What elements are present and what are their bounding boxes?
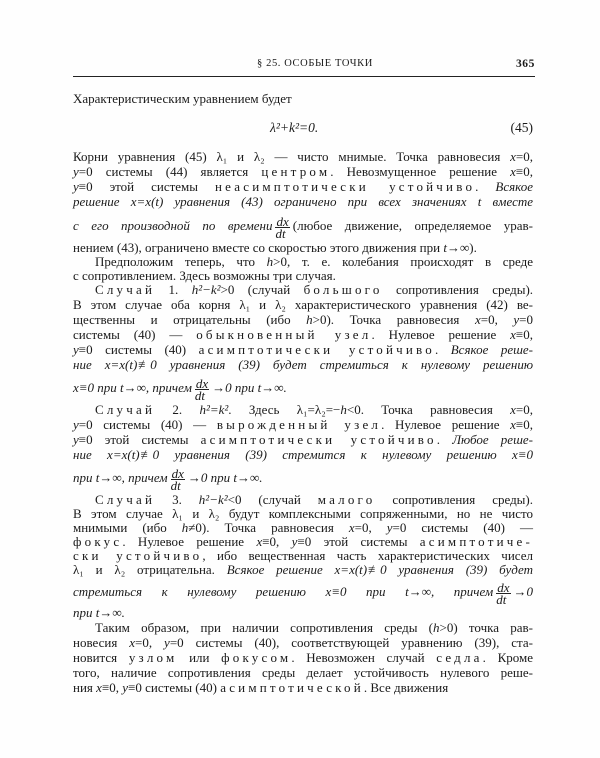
header-rule (73, 76, 535, 77)
spaced-emphasis: большого (303, 282, 383, 297)
italic-text: y (386, 520, 393, 535)
text-run: λ₁ и λ₂ отрицательна. (73, 562, 227, 577)
text-run: сопротивления среды). (375, 492, 533, 507)
italic-text: x (510, 417, 516, 432)
text-line (73, 579, 533, 607)
text-run: . Кроме (482, 650, 533, 665)
fraction-denominator: dt (194, 387, 205, 403)
italic-text: y (73, 342, 79, 357)
text-run: =0, (515, 149, 533, 164)
text-run: ≡0 системы (40) (78, 342, 199, 357)
text-line (73, 149, 533, 165)
text-run: . Нулевое решение (371, 327, 511, 342)
italic-text: x (510, 164, 516, 179)
text-run: ≠0). Точка равновесия (188, 520, 349, 535)
italic-text: t→∞ (443, 240, 470, 255)
text-run: ≡0, (515, 327, 533, 342)
italic-text: Всякое (495, 179, 533, 194)
italic-text: при t→∞. (73, 605, 125, 620)
italic-text: h (181, 520, 189, 535)
spaced-emphasis: неасимптотически устойчиво (214, 179, 476, 194)
text-line (73, 432, 533, 448)
spaced-emphasis: асимптотически устойчиво (198, 342, 435, 357)
text-line (73, 297, 533, 313)
fraction-numerator: dx (497, 579, 510, 595)
text-run: ≡0, (515, 164, 533, 179)
text-run: . Здесь λ₁=λ₂=− (228, 402, 341, 417)
text-run: нением (43), ограничено вместе со скоростью этого движения при (73, 240, 444, 255)
equation: λ²+k²=0. (270, 120, 319, 135)
text-run: 1. (155, 282, 192, 297)
spaced-emphasis: асимптотической (220, 680, 364, 695)
italic-text: y (122, 680, 129, 695)
text-run: 2. (155, 402, 200, 417)
italic-text: h²=k² (199, 402, 229, 417)
text-run: сопротивления среды). (382, 282, 534, 297)
spaced-emphasis: ски устойчиво (73, 548, 203, 563)
text-run: =0 системы (40), соответствующей уравнению (39), ста- (169, 635, 533, 650)
italic-text: x (510, 402, 516, 417)
text-run: В этом случае оба корня λ₁ и λ₂ характеристического уравнения (42) ве- (73, 297, 533, 312)
text-run: . Невозможен случай (291, 650, 437, 665)
spaced-emphasis: асимптотиче- (419, 534, 533, 549)
text-line (73, 327, 533, 343)
text-line (73, 213, 533, 241)
text-run: . Нулевое решение (381, 417, 511, 432)
running-header: § 25. ОСОБЫЕ ТОЧКИ (257, 58, 373, 69)
text-run: >0 (случай (220, 282, 304, 297)
italic-text: y (164, 635, 170, 650)
text-run: =0, (480, 312, 514, 327)
text-line (73, 164, 533, 180)
fraction-numerator: dx (195, 375, 209, 391)
text-run: ≡0 этой системы (78, 432, 201, 447)
italic-text: y (73, 179, 79, 194)
text-run: системы (40) — (73, 327, 197, 342)
italic-text: x (510, 149, 516, 164)
text-run: В этом случае λ₁ и λ₂ будут комплексными сопряженными, но не чисто (73, 506, 533, 521)
italic-text: h (433, 620, 440, 635)
text-run: (любое движение, определяемое урав- (292, 218, 533, 233)
text-run: новится (73, 650, 129, 665)
text-line (73, 342, 533, 358)
text-run: . (435, 342, 451, 357)
spaced-emphasis: Случай (95, 402, 156, 417)
text-run: >0, т. е. колебания происходят в среде (273, 254, 533, 269)
text-run: <0 (случай (227, 492, 318, 507)
text-line (73, 194, 533, 210)
italic-text: x≡0 при t→∞, причем (73, 380, 192, 395)
italic-text: ние x=x(t)≢0 уравнения (39) будет стремиться к нулевому решению (73, 357, 533, 372)
text-run: =0 системы (40) — (392, 520, 533, 535)
italic-text: ние x=x(t)≢0 уравнения (39) стремится к нулевому решению x≡0 (73, 447, 533, 462)
text-run: того, наличие сопротивления среды делает устойчивость нулевого реше- (73, 665, 533, 680)
italic-text: →0 при t→∞. (187, 470, 263, 485)
text-run: Корни уравнения (45) λ₁ и λ₂ — чисто мнимые. Точка равновесия (73, 149, 511, 164)
spaced-emphasis: обыкновенный узел (196, 327, 372, 342)
text-line (73, 402, 533, 418)
spaced-emphasis: центром (261, 164, 331, 179)
text-line (73, 620, 533, 636)
text-run: Таким образом, при наличии сопротивления среды ( (95, 620, 434, 635)
spaced-emphasis: узлом (128, 650, 178, 665)
italic-text: h²−k² (198, 492, 228, 507)
fraction-denominator: dt (496, 591, 507, 607)
italic-text: y (513, 312, 520, 327)
text-run: =0, (135, 635, 165, 650)
text-run: ≡0 этой системы (297, 534, 420, 549)
text-run: , ибо вещественная часть характеристических чисел (202, 548, 533, 563)
italic-text: с его производной по времени (73, 218, 273, 233)
text-run: мнимыми (ибо (73, 520, 182, 535)
text-run: новесия (73, 635, 130, 650)
italic-text: Всякое решение x=x(t)≢0 уравнения (39) будет (226, 562, 533, 577)
spaced-emphasis: седла (436, 650, 483, 665)
italic-text: Всякое реше- (450, 342, 534, 357)
italic-text: h (306, 312, 313, 327)
italic-text: x (129, 635, 136, 650)
italic-text: решение x=x(t) уравнения (43) ограничено при всех значениях t вместе (73, 194, 533, 209)
text-run: . (436, 432, 453, 447)
text-line (73, 179, 533, 195)
text-run: =0, (515, 402, 533, 417)
italic-text: h (340, 402, 347, 417)
spaced-emphasis: малого (317, 492, 376, 507)
spaced-emphasis: Случай (95, 492, 156, 507)
italic-text: при t→∞, причем (73, 470, 168, 485)
spaced-emphasis: фокус (73, 534, 123, 549)
italic-text: x (474, 312, 481, 327)
italic-text: x (96, 680, 102, 695)
text-line (73, 635, 533, 651)
text-run: ≡0, (101, 680, 123, 695)
text-run: ния (73, 680, 97, 695)
spaced-emphasis: асимптотически устойчиво (200, 432, 437, 447)
text-line (73, 447, 533, 463)
intro-text: Характеристическим уравнением будет (73, 91, 292, 106)
text-run: . (475, 179, 496, 194)
text-run: 3. (155, 492, 199, 507)
text-line (73, 680, 533, 696)
text-line (73, 562, 533, 578)
italic-text: y (73, 417, 79, 432)
fraction-dx-dt (275, 213, 289, 241)
fraction-denominator: dt (275, 225, 286, 241)
italic-text: y (73, 432, 79, 447)
text-run: =0 системы (44) является (78, 164, 262, 179)
page-number: 365 (515, 58, 535, 70)
text-run: . Нулевое решение (122, 534, 257, 549)
italic-text: Любое реше- (452, 432, 533, 447)
text-run: <0. Точка равновесия (346, 402, 511, 417)
italic-text: y (73, 164, 79, 179)
text-run: >0). Точка равновесия (312, 312, 475, 327)
text-run: . Все движения (363, 680, 449, 695)
italic-text: h²−k² (191, 282, 221, 297)
text-run: ). (469, 240, 477, 255)
text-run: или (177, 650, 222, 665)
fraction-numerator: dx (276, 213, 289, 229)
italic-text: x (510, 327, 516, 342)
text-run: =0 системы (40) — (78, 417, 217, 432)
equation-number: (45) (510, 120, 533, 135)
text-run: >0) точка рав- (439, 620, 533, 635)
text-run: =0 (519, 312, 533, 327)
fraction-numerator: dx (171, 465, 184, 481)
fraction-dx-dt (496, 579, 510, 607)
spaced-emphasis: вырожденный узел (216, 417, 382, 432)
italic-text: h (266, 254, 274, 269)
text-run: с сопротивлением. Здесь возможны три случая. (73, 268, 336, 283)
text-run: ≡0 этой системы (78, 179, 215, 194)
italic-text: x (256, 534, 263, 549)
text-run: =0, (354, 520, 387, 535)
italic-text: y (291, 534, 298, 549)
text-line (73, 665, 533, 681)
text-line (73, 605, 533, 621)
text-run: ≡0 системы (40) (128, 680, 221, 695)
text-run: щественны и отрицательны (ибо (73, 312, 307, 327)
text-line (73, 375, 533, 403)
fraction-dx-dt (194, 375, 209, 403)
text-run: ≡0, (262, 534, 292, 549)
text-line (73, 357, 533, 373)
spaced-emphasis: фокусом (221, 650, 292, 665)
text-line (73, 282, 533, 298)
spaced-emphasis: Случай (95, 282, 156, 297)
text-line (73, 465, 533, 493)
text-line (73, 650, 533, 666)
italic-text: стремиться к нулевому решению x≡0 при t→∞, причем (73, 584, 494, 599)
text-line (73, 312, 533, 328)
fraction-denominator: dt (170, 477, 181, 493)
text-run: ≡0, (515, 417, 533, 432)
fraction-dx-dt (170, 465, 185, 493)
text-run: . Невозмущенное решение (330, 164, 511, 179)
italic-text: →0 при t→∞. (212, 380, 287, 395)
italic-text: x (348, 520, 355, 535)
text-run: Предположим теперь, что (95, 254, 267, 269)
italic-text: →0 (513, 584, 533, 599)
text-line (73, 417, 533, 433)
